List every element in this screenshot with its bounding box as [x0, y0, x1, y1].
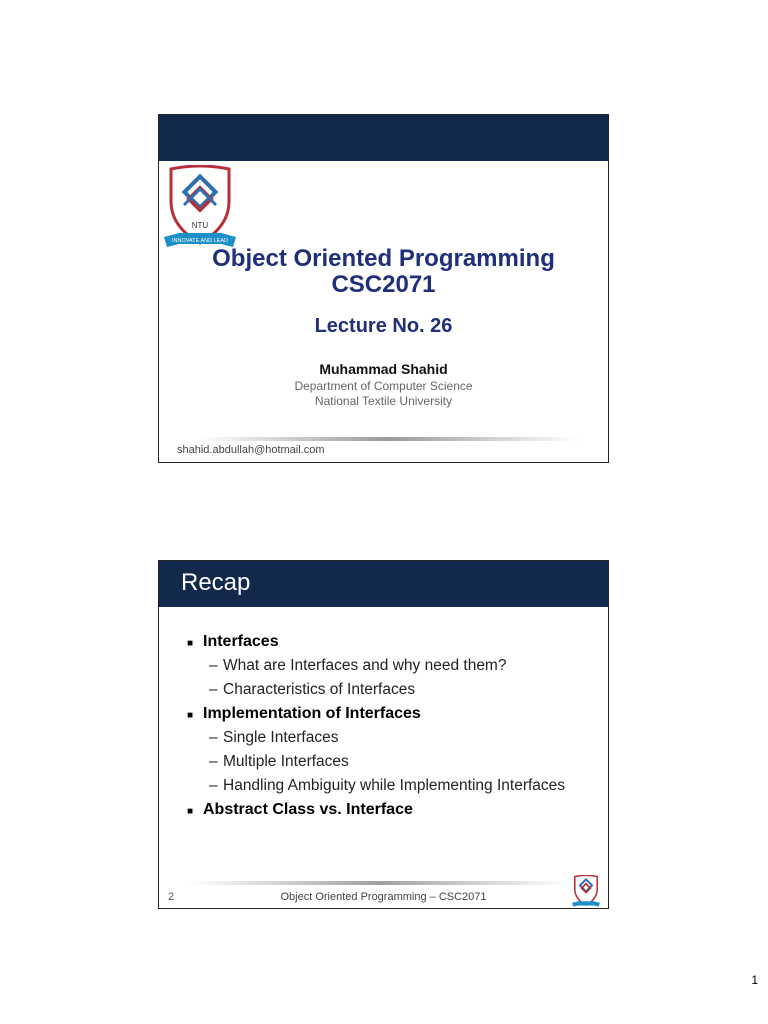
slide-title: Recap: [181, 569, 251, 596]
title-line-1: Object Oriented Programming: [212, 245, 555, 272]
bullet-list: [187, 633, 598, 825]
sub-bullet-item: – Characteristics of Interfaces: [209, 681, 416, 698]
affiliation: [159, 379, 608, 409]
email-address: shahid.abdullah@hotmail.com: [177, 444, 325, 456]
dash-icon: –: [209, 753, 218, 770]
title-slide: [158, 114, 609, 463]
lecture-number: Lecture No. 26: [314, 315, 453, 337]
title-line-2: CSC2071: [331, 271, 436, 298]
department: Department of Computer Science: [294, 379, 473, 393]
slide-number: 2: [168, 891, 175, 903]
sub-bullet-item: – What are Interfaces and why need them?: [209, 657, 507, 674]
author-name: Muhammad Shahid: [319, 361, 448, 377]
bullet-square-icon: ■: [187, 638, 194, 649]
bullet-square-icon: ■: [187, 806, 194, 817]
bullet-item: ■ Interfaces: [187, 633, 279, 650]
dash-icon: –: [209, 657, 218, 674]
svg-text:NTU: NTU: [191, 221, 209, 230]
sub-bullet-item: – Single Interfaces: [209, 729, 339, 746]
slide-footer: Object Oriented Programming – CSC2071: [280, 891, 487, 903]
header-bar: [159, 115, 608, 161]
bullet-square-icon: ■: [187, 710, 194, 721]
university: National Textile University: [314, 394, 453, 408]
ntu-logo-icon: [163, 165, 237, 253]
bullet-item: ■ Abstract Class vs. Interface: [187, 801, 413, 818]
dash-icon: –: [209, 729, 218, 746]
dash-icon: –: [209, 681, 218, 698]
sub-bullet-item: – Multiple Interfaces: [209, 753, 349, 770]
recap-slide: [158, 560, 609, 909]
bullet-item: ■ Implementation of Interfaces: [187, 705, 421, 722]
page-number: 1: [751, 973, 758, 987]
dash-icon: –: [209, 777, 218, 794]
slide-title: [159, 246, 608, 298]
divider: [199, 437, 579, 441]
svg-text:INNOVATE AND LEAD: INNOVATE AND LEAD: [171, 238, 229, 244]
divider: [189, 881, 569, 885]
sub-bullet-item: – Handling Ambiguity while Implementing Interfaces: [209, 777, 566, 794]
ntu-logo-icon: [570, 875, 602, 909]
